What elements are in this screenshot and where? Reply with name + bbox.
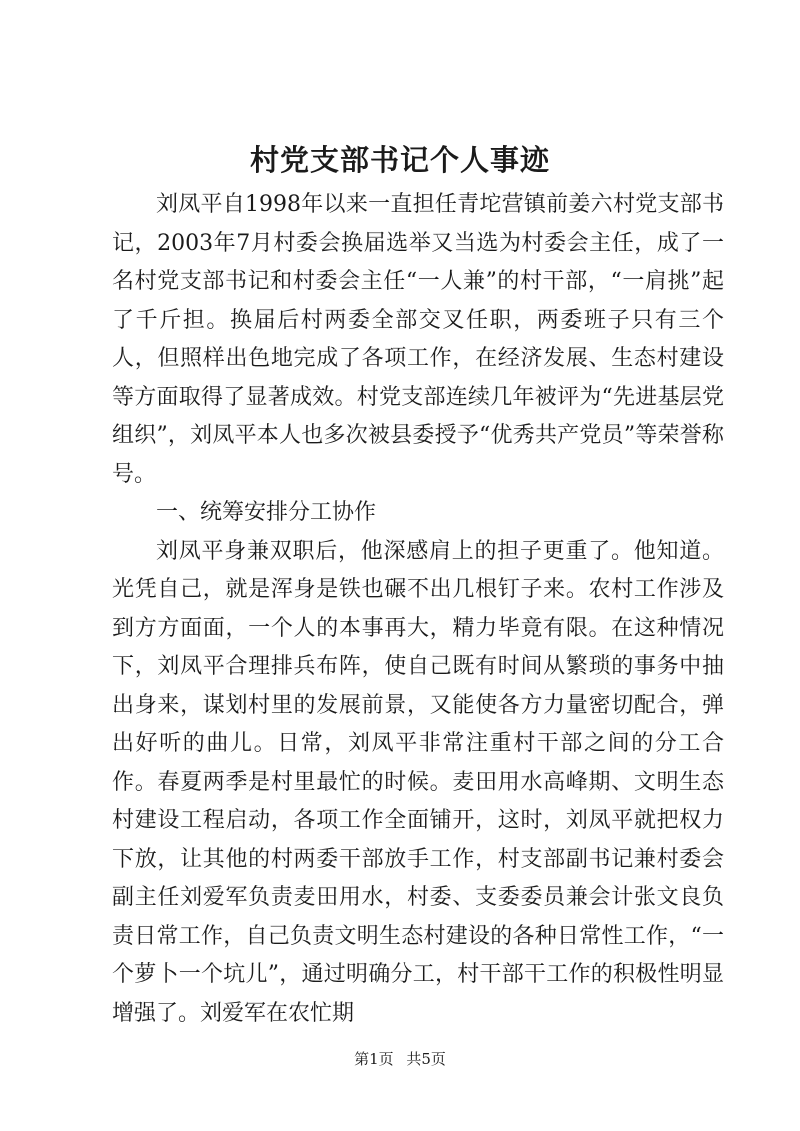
page-number: 第1页 xyxy=(354,1050,394,1068)
section-heading: 一、统筹安排分工协作 xyxy=(156,500,377,525)
document-body xyxy=(112,186,724,1033)
paragraph-section-one: 刘凤平身兼双职后，他深感肩上的担子更重了。他知道。光凭自己，就是浑身是铁也碾不出几根钉子来。农村工作涉及到方方面面，一个人的本事再大，精力毕竟有限。在这种情况下，刘凤平合理排兵布阵，使自己既有时间从繁琐的事务中抽出身来，谋划村里的发展前景，又能使各方力量密切配合，弹出好听的曲儿。日常，刘凤平非常注重村干部之间的分工合作。春夏两季是村里最忙的时候。麦田用水高峰期、文明生态村建设工程启动，各项工作全面铺开，这时，刘凤平就把权力下放，让其他的村两委干部放手工作，村支部副书记兼村委会副主任刘爱军负责麦田用水，村委、支委委员兼会计张文良负责日常工作，自己负责文明生态村建设的各种日常性工作，“一个萝卜一个坑儿”，通过明确分工，村干部干工作的积极性明显增强了。刘爱军在农忙期 xyxy=(112,538,724,1026)
document-title: 村党支部书记个人事迹 xyxy=(249,143,550,177)
page-footer xyxy=(0,1049,800,1069)
paragraph-intro: 刘凤平自1998年以来一直担任青坨营镇前姜六村党支部书记，2003年7月村委会换届选举又当选为村委会主任，成了一名村党支部书记和村委会主任“一人兼”的村干部，“一肩挑”起了千斤担。换届后村两委全部交叉任职，两委班子只有三个人，但照样出色地完成了各项工作，在经济发展、生态村建设等方面取得了显著成效。村党支部连续几年被评为“先进基层党组织”，刘凤平本人也多次被县委授予“优秀共产党员”等荣誉称号。 xyxy=(112,192,724,487)
page-total: 共5页 xyxy=(406,1050,446,1068)
